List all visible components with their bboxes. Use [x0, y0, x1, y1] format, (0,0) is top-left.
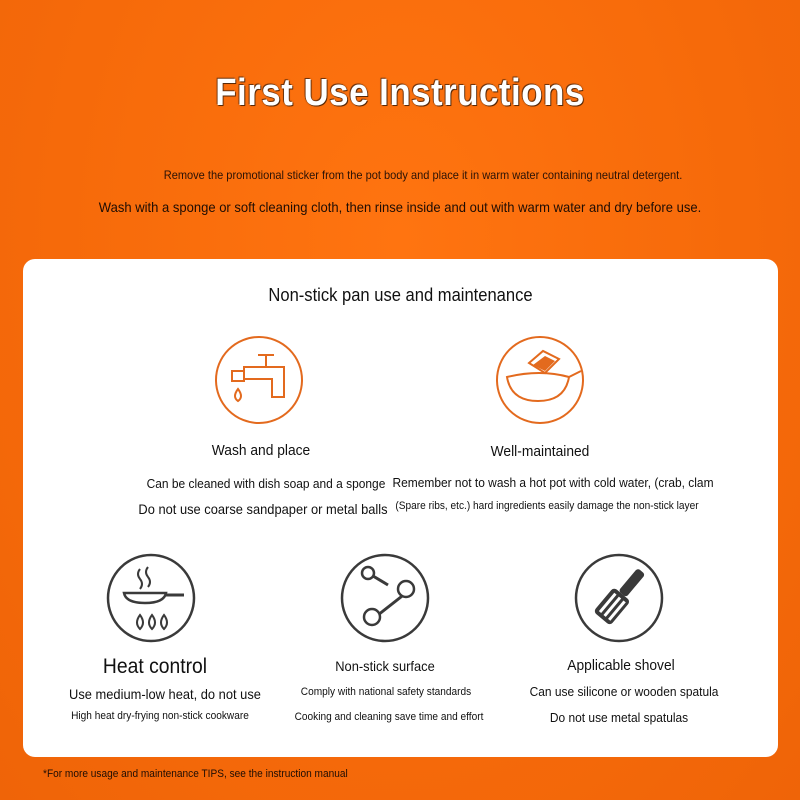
feature-title-maintained: Well-maintained [490, 443, 590, 460]
instructions-card [23, 259, 778, 757]
pan-flame-icon [106, 553, 196, 643]
intro-line-1: Remove the promotional sticker from the pot body and place it in warm water containing neutral detergent. [163, 168, 683, 182]
feature-text-shovel-2: Do not use metal spatulas [549, 710, 689, 725]
feature-title-wash: Wash and place [211, 442, 311, 459]
card-title: Non-stick pan use and maintenance [268, 285, 533, 305]
feature-text-nonstick-1: Comply with national safety standards [300, 686, 472, 698]
feature-title-nonstick: Non-stick surface [335, 658, 435, 674]
feature-text-heat-2: High heat dry-frying non-stick cookware [71, 710, 249, 722]
feature-title-heat: Heat control [102, 655, 208, 678]
feature-text-maintained-1: Remember not to wash a hot pot with cold water, (crab, clam [392, 475, 714, 490]
feature-text-heat-1: Use medium-low heat, do not use [69, 686, 261, 702]
pan-sponge-icon [495, 335, 585, 425]
feature-text-wash-2: Do not use coarse sandpaper or metal balls [138, 501, 388, 517]
intro-line-2: Wash with a sponge or soft cleaning cloth, then rinse inside and out with warm water and dry before use. [98, 199, 702, 215]
faucet-icon [214, 335, 304, 425]
feature-text-wash-1: Can be cleaned with dish soap and a sponge [146, 476, 386, 491]
feature-text-maintained-2: (Spare ribs, etc.) hard ingredients easily damage the non-stick layer [395, 500, 699, 512]
spatula-icon [574, 553, 664, 643]
feature-text-nonstick-2: Cooking and cleaning save time and effort [294, 711, 484, 723]
page-title: First Use Instructions [215, 72, 585, 114]
feature-text-shovel-1: Can use silicone or wooden spatula [529, 684, 719, 699]
molecule-icon [340, 553, 430, 643]
footer-note: *For more usage and maintenance TIPS, see the instruction manual [43, 768, 348, 780]
feature-title-shovel: Applicable shovel [567, 657, 675, 674]
